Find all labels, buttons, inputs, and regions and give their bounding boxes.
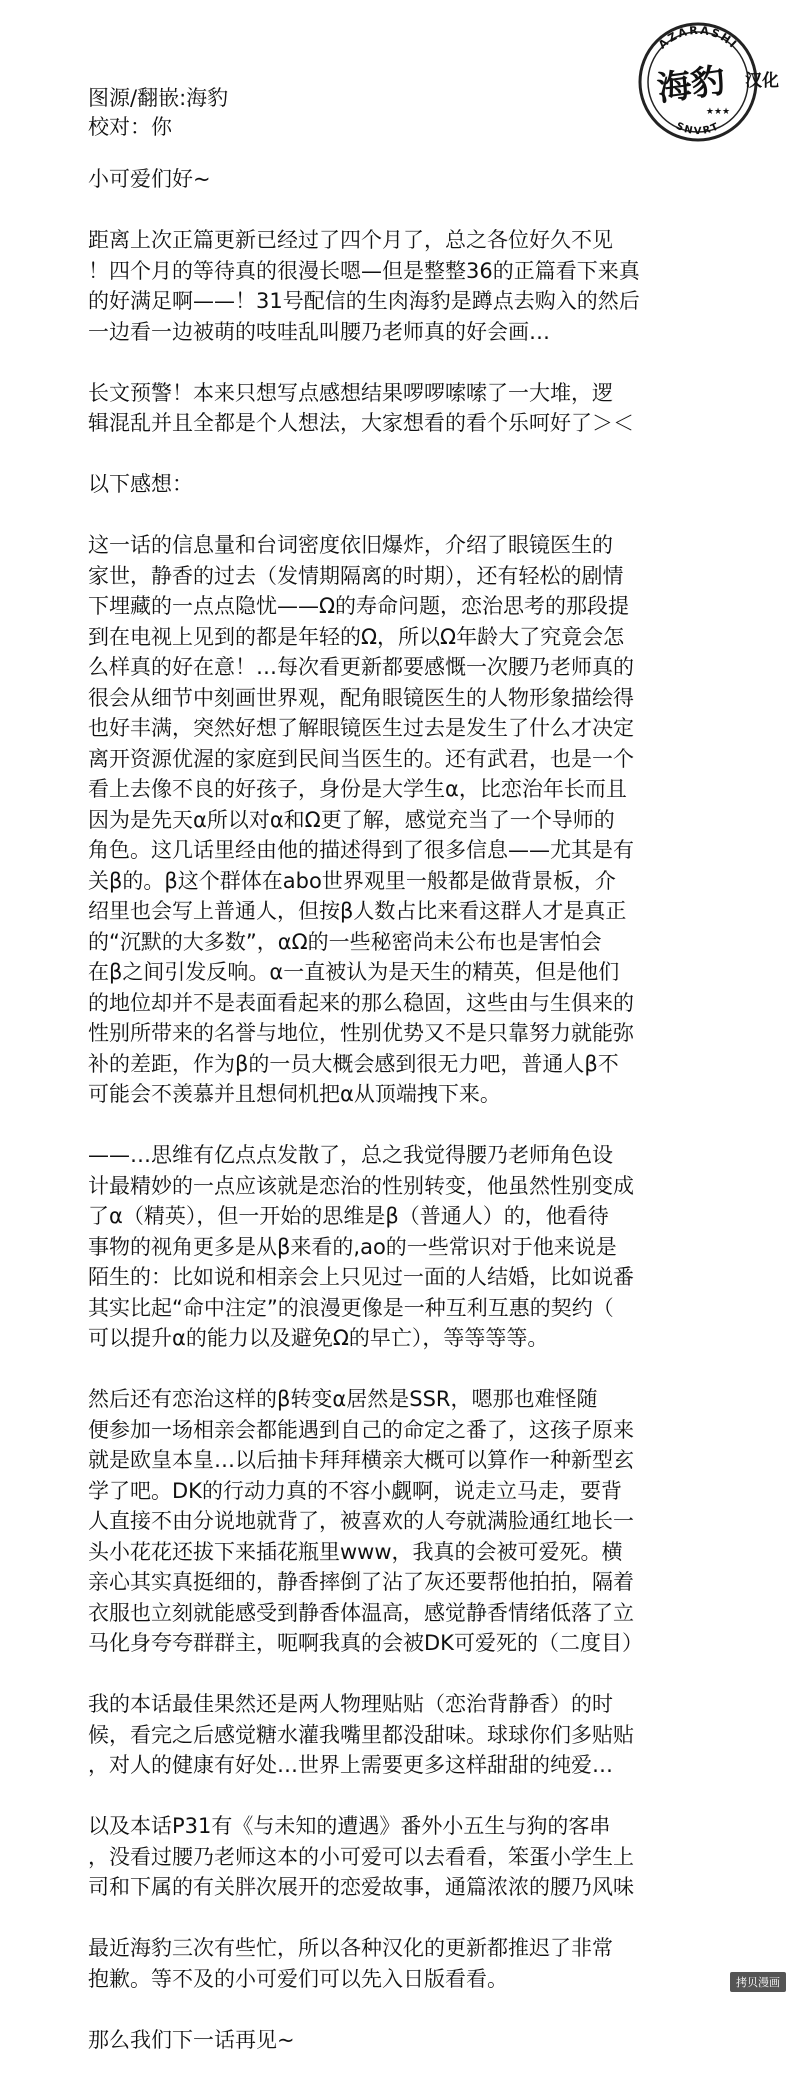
- text-line: 距离上次正篇更新已经过了四个月了，总之各位好久不见: [88, 228, 613, 252]
- text-line: ，没看过腰乃老师这本的小可爱可以去看看，笨蛋小学生上: [88, 1844, 634, 1869]
- text-line: 陌生的：比如说和相亲会上只见过一面的人结婚，比如说番: [88, 1265, 634, 1289]
- text-line: 的“沉默的大多数”，αΩ的一些秘密尚未公布也是害怕会: [88, 929, 602, 954]
- text-line: 衣服也立刻就能感受到静香体温高，感觉静香情绪低落了立: [88, 1600, 634, 1625]
- text-line: 因为是先天α所以对α和Ω更了解，感觉充当了一个导师的: [88, 807, 615, 832]
- paragraph: [88, 530, 700, 1110]
- text-line: 很会从细节中刻画世界观，配角眼镜医生的人物形象描绘得: [88, 685, 634, 710]
- text-line: 关β的。β这个群体在abo世界观里一般都是做背景板，介: [88, 868, 616, 893]
- text-line: 这一话的信息量和台词密度依旧爆炸，介绍了眼镜医生的: [88, 533, 613, 557]
- logo-stars: ★★★: [705, 107, 731, 117]
- logo-arc-bottom: SNVRT: [674, 120, 722, 138]
- azarashi-scanlation-logo: [626, 10, 796, 148]
- paragraph: [88, 378, 700, 439]
- text-line: 也好丰满，突然好想了解眼镜医生过去是发生了什么才决定: [88, 716, 634, 740]
- text-line: 就是欧皇本皇…以后抽卡拜拜横亲大概可以算作一种新型玄: [88, 1448, 634, 1472]
- text-line: 司和下属的有关胖次展开的恋爱故事，通篇浓浓的腰乃风味: [88, 1875, 634, 1899]
- logo-main-characters: 海豹: [654, 60, 728, 110]
- site-watermark: 拷贝漫画: [730, 1972, 786, 1992]
- text-line: 了α（精英），但一开始的思维是β（普通人）的，他看待: [88, 1204, 609, 1228]
- text-line: 角色。这几话里经由他的描述得到了很多信息——尤其是有: [88, 838, 634, 862]
- text-line: 以下感想：: [88, 472, 193, 496]
- text-line: ！四个月的等待真的很漫长嗯—但是整整36的正篇看下来真: [88, 258, 640, 283]
- paragraph: [88, 164, 700, 195]
- paragraph: [88, 225, 700, 347]
- text-line: 绍里也会写上普通人，但按β人数占比来看这群人才是真正: [88, 899, 627, 923]
- text-line: 离开资源优渥的家庭到民间当医生的。还有武君，也是一个: [88, 746, 634, 771]
- svg-text:SNVRT: [674, 121, 722, 137]
- text-line: 性别所带来的名誉与地位，性别优势又不是只靠努力就能弥: [88, 1021, 634, 1045]
- text-line: 亲心其实真挺细的，静香摔倒了沾了灰还要帮他拍拍，隔着: [88, 1570, 634, 1594]
- text-line: 事物的视角更多是从β来看的,ao的一些常识对于他来说是: [88, 1234, 617, 1259]
- text-line: ——…思维有亿点点发散了，总之我觉得腰乃老师角色设: [88, 1143, 613, 1167]
- text-line: 计最精妙的一点应该就是恋治的性别转变，他虽然性别变成: [88, 1173, 634, 1198]
- text-line: 么样真的好在意！…每次看更新都要感慨一次腰乃老师真的: [88, 655, 634, 679]
- text-line: 马化身夸夸群群主，呃啊我真的会被DK可爱死的（二度目）: [88, 1631, 643, 1655]
- text-line: 补的差距，作为β的一员大概会感到很无力吧，普通人β不: [88, 1051, 619, 1076]
- text-line: 那么我们下一话再见~: [88, 2027, 295, 2052]
- text-line: 可能会不羡慕并且想伺机把α从顶端拽下来。: [88, 1082, 501, 1106]
- text-line: 学了吧。DK的行动力真的不容小觑啊，说走立马走，要背: [88, 1478, 622, 1503]
- text-line: 然后还有恋治这样的β转变α居然是SSR，嗯那也难怪随: [88, 1387, 598, 1411]
- text-line: 可以提升α的能力以及避免Ω的早亡），等等等等。: [88, 1326, 549, 1350]
- proofread-credit: 校对：你: [88, 115, 172, 139]
- svg-text:AZARASHI: [656, 24, 740, 52]
- text-line: 最近海豹三次有些忙，所以各种汉化的更新都推迟了非常: [88, 1936, 613, 1960]
- text-line: 到在电视上见到的都是年轻的Ω，所以Ω年龄大了究竟会怎: [88, 624, 625, 649]
- text-line: 其实比起“命中注定”的浪漫更像是一种互利互惠的契约（: [88, 1295, 614, 1320]
- text-line: 的地位却并不是表面看起来的那么稳固，这些由与生俱来的: [88, 990, 634, 1015]
- paragraph: [88, 2025, 700, 2056]
- paragraph: [88, 1933, 700, 1994]
- text-line: 人直接不由分说地就背了，被喜欢的人夸就满脸通红地长一: [88, 1509, 634, 1533]
- logo-arc-top: AZARASHI: [655, 23, 741, 52]
- text-line: 在β之间引发反响。α一直被认为是天生的精英，但是他们: [88, 960, 620, 984]
- text-line: 小可爱们好~: [88, 167, 211, 191]
- logo-side-text: 汉化: [745, 71, 779, 91]
- paragraph: [88, 1384, 700, 1659]
- afterword-body: [88, 164, 700, 2086]
- paragraph: [88, 1140, 700, 1354]
- paragraph: [88, 1689, 700, 1781]
- paragraph: [88, 469, 700, 500]
- text-line: 便参加一场相亲会都能遇到自己的命定之番了，这孩子原来: [88, 1417, 634, 1442]
- text-line: 候，看完之后感觉糖水灌我嘴里都没甜味。球球你们多贴贴: [88, 1722, 634, 1747]
- text-line: 下埋藏的一点点隐忧——Ω的寿命问题，恋治思考的那段提: [88, 594, 630, 618]
- text-line: 头小花花还拔下来插花瓶里www，我真的会被可爱死。横: [88, 1539, 623, 1564]
- text-line: 的好满足啊——！31号配信的生肉海豹是蹲点去购入的然后: [88, 289, 640, 313]
- text-line: 长文预警！本来只想写点感想结果啰啰嗦嗦了一大堆，逻: [88, 380, 613, 405]
- source-credit: 图源/翻嵌:海豹: [88, 86, 229, 110]
- text-line: 看上去像不良的好孩子，身份是大学生α，比恋治年长而且: [88, 777, 627, 801]
- text-line: ，对人的健康有好处…世界上需要更多这样甜甜的纯爱…: [88, 1753, 613, 1777]
- text-line: 以及本话P31有《与未知的遭遇》番外小五生与狗的客串: [88, 1814, 611, 1838]
- text-line: 抱歉。等不及的小可爱们可以先入日版看看。: [88, 1966, 508, 1991]
- credits-header: [88, 84, 228, 142]
- text-line: 家世，静香的过去（发情期隔离的时期），还有轻松的剧情: [88, 563, 624, 588]
- text-line: 一边看一边被萌的吱哇乱叫腰乃老师真的好会画…: [88, 319, 550, 344]
- text-line: 辑混乱并且全都是个人想法，大家想看的看个乐呵好了＞＜: [88, 411, 634, 435]
- text-line: 我的本话最佳果然还是两人物理贴贴（恋治背静香）的时: [88, 1692, 613, 1716]
- paragraph: [88, 1811, 700, 1903]
